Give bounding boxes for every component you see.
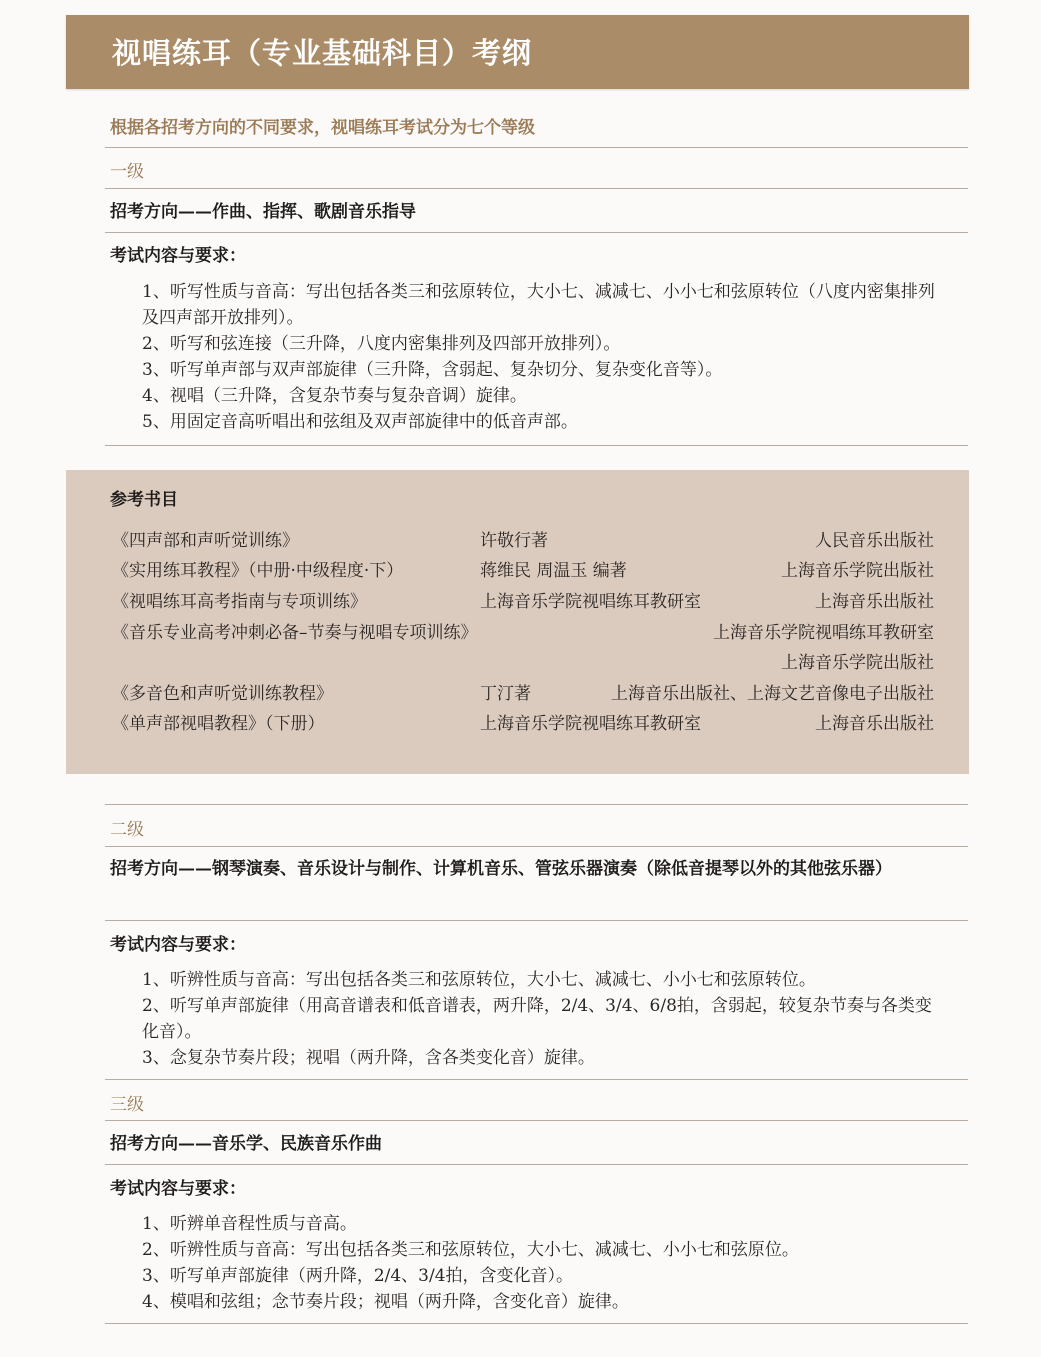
level-3-requirements-list [142, 1211, 947, 1315]
page-header [66, 15, 969, 89]
ref-author: 上海音乐学院视唱练耳教研室 [713, 623, 934, 643]
divider [105, 188, 968, 189]
list-item: 3、念复杂节奏片段；视唱（两升降，含各类变化音）旋律。 [142, 1048, 595, 1068]
ref-publisher: 上海音乐学院出版社 [781, 561, 934, 581]
reference-books-title: 参考书目 [110, 490, 178, 510]
divider [105, 147, 968, 148]
ref-book: 《单声部视唱教程》（下册） [112, 714, 325, 734]
list-item: 2、听写和弦连接（三升降，八度内密集排列及四部开放排列）。 [142, 334, 621, 354]
reference-books-panel [66, 470, 969, 774]
ref-author: 上海音乐学院视唱练耳教研室 [480, 714, 701, 734]
ref-publisher: 上海音乐出版社 [815, 714, 934, 734]
divider [105, 445, 968, 446]
level-2-label: 二级 [110, 820, 144, 840]
ref-book: 《实用练耳教程》（中册·中级程度·下） [112, 561, 404, 581]
level-2-requirements-list [142, 967, 947, 1071]
divider [105, 1120, 968, 1121]
list-item: 1、听写性质与音高：写出包括各类三和弦原转位，大小七、减减七、小小七和弦原转位（八度内密集排列及四声部开放排列）。 [142, 282, 935, 328]
list-item: 2、听辨性质与音高：写出包括各类三和弦原转位，大小七、减减七、小小七和弦原位。 [142, 1240, 799, 1260]
list-item: 4、视唱（三升降，含复杂节奏与复杂音调）旋律。 [142, 386, 527, 406]
ref-publisher: 人民音乐出版社 [815, 531, 934, 551]
ref-publisher: 上海音乐出版社 [815, 592, 934, 612]
divider [105, 846, 968, 847]
list-item: 5、用固定音高听唱出和弦组及双声部旋律中的低音声部。 [142, 412, 578, 432]
ref-author: 蒋维民 周温玉 编著 [480, 561, 627, 581]
level-2-requirements-label: 考试内容与要求： [110, 935, 246, 955]
level-3-requirements-label: 考试内容与要求： [110, 1179, 246, 1199]
divider [105, 232, 968, 233]
intro-text: 根据各招考方向的不同要求，视唱练耳考试分为七个等级 [110, 118, 535, 138]
list-item: 3、听写单声部与双声部旋律（三升降，含弱起、复杂切分、复杂变化音等）。 [142, 360, 723, 380]
divider [105, 804, 968, 805]
level-1-requirements-list [142, 279, 947, 435]
level-1-direction: 招考方向——作曲、指挥、歌剧音乐指导 [110, 202, 416, 222]
list-item: 1、听辨性质与音高：写出包括各类三和弦原转位，大小七、减减七、小小七和弦原转位。 [142, 970, 816, 990]
level-3-label: 三级 [110, 1095, 144, 1115]
list-item: 2、听写单声部旋律（用高音谱表和低音谱表，两升降，2/4、3/4、6/8拍，含弱起，较复杂节奏与各类变化音）。 [142, 996, 932, 1042]
divider [105, 920, 968, 921]
ref-publisher: 上海音乐出版社、上海文艺音像电子出版社 [611, 684, 934, 704]
level-3-direction: 招考方向——音乐学、民族音乐作曲 [110, 1134, 382, 1154]
ref-book: 《四声部和声听觉训练》 [112, 531, 299, 551]
list-item: 4、模唱和弦组；念节奏片段；视唱（两升降，含变化音）旋律。 [142, 1292, 629, 1312]
ref-book: 《音乐专业高考冲刺必备–节奏与视唱专项训练》 [112, 623, 478, 643]
level-2-direction: 招考方向——钢琴演奏、音乐设计与制作、计算机音乐、管弦乐器演奏（除低音提琴以外的其他弦乐器） [110, 859, 892, 879]
ref-author: 许敬行著 [480, 531, 548, 551]
ref-book: 《视唱练耳高考指南与专项训练》 [112, 592, 367, 612]
divider [105, 1164, 968, 1165]
level-1-label: 一级 [110, 162, 144, 182]
ref-book: 《多音色和声听觉训练教程》 [112, 684, 333, 704]
ref-publisher: 上海音乐学院出版社 [781, 653, 934, 673]
ref-author: 上海音乐学院视唱练耳教研室 [480, 592, 701, 612]
divider [105, 1079, 968, 1080]
level-1-requirements-label: 考试内容与要求： [110, 246, 246, 266]
divider [105, 1323, 968, 1324]
list-item: 3、听写单声部旋律（两升降，2/4、3/4拍，含变化音）。 [142, 1266, 574, 1286]
list-item: 1、听辨单音程性质与音高。 [142, 1214, 357, 1234]
ref-author: 丁汀著 [480, 684, 531, 704]
page-title: 视唱练耳（专业基础科目）考纲 [112, 36, 533, 70]
